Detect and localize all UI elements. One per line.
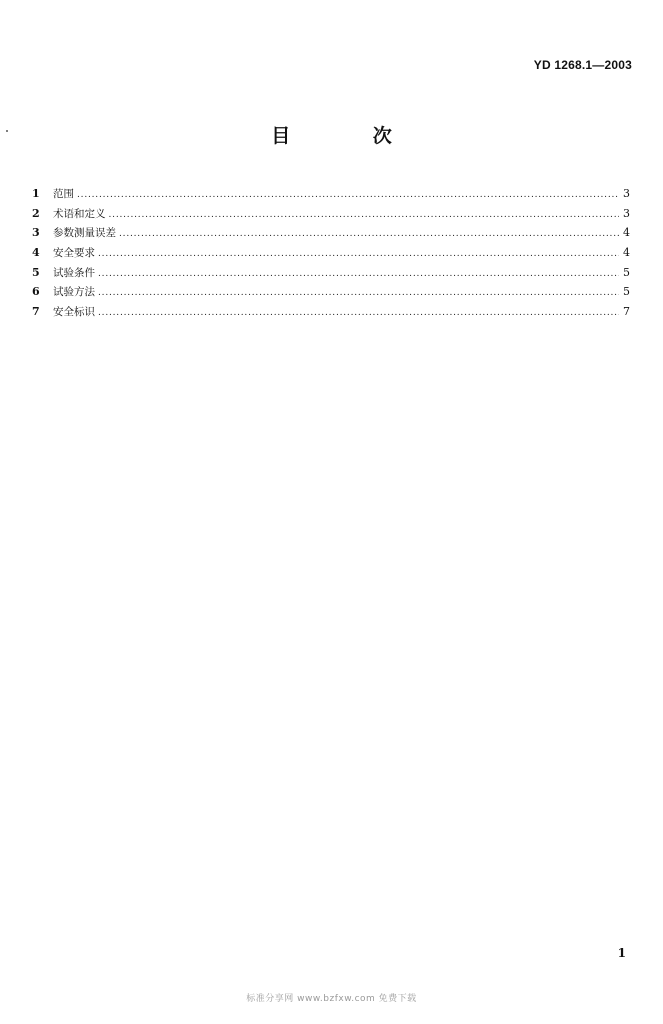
toc-entry-label: 范围	[53, 188, 74, 200]
toc-entry-label: 试验方法	[53, 286, 95, 299]
toc-entry-label: 试验条件	[53, 266, 95, 279]
toc-title: 目 次	[271, 125, 430, 147]
toc-entry-label: 术语和定义	[53, 207, 106, 220]
toc-entry-page: 5	[623, 285, 630, 299]
toc-dot-leader	[98, 284, 619, 304]
toc-entry-3	[32, 223, 630, 243]
toc-entry-number: 4	[32, 246, 40, 260]
toc-entry-number: 1	[32, 187, 40, 200]
toc-entry-page: 7	[623, 305, 630, 319]
document-code: YD 1268.1—2003	[533, 58, 632, 72]
toc-entry-label: 安全标识	[53, 306, 95, 319]
toc-entry-page: 3	[623, 187, 630, 200]
toc-entry-page: 4	[623, 246, 630, 260]
toc-dot-leader	[98, 245, 619, 265]
toc-entry-number: 7	[32, 305, 40, 319]
toc-entry-page: 3	[623, 206, 630, 220]
toc-entry-label: 安全要求	[53, 247, 95, 260]
table-of-contents	[32, 184, 630, 322]
toc-dot-leader	[109, 206, 620, 226]
toc-entry-number: 2	[32, 206, 40, 220]
toc-entry-number: 6	[32, 285, 40, 299]
toc-entry-5	[32, 263, 630, 283]
toc-dot-leader	[77, 186, 619, 206]
toc-dot-leader	[119, 225, 619, 245]
toc-entry-number: 5	[32, 265, 40, 279]
toc-entry-page: 5	[623, 265, 630, 279]
toc-dot-leader	[98, 265, 619, 285]
toc-entry-6	[32, 282, 630, 302]
toc-entry-number: 3	[32, 226, 40, 240]
toc-entry-1	[32, 184, 630, 204]
toc-entry-label: 参数测量误差	[53, 227, 116, 240]
toc-entry-4	[32, 243, 630, 263]
toc-dot-leader	[98, 304, 619, 324]
toc-entry-7	[32, 302, 630, 322]
page-number: 1	[617, 946, 626, 960]
watermark-text: 标准分享网 www.bzfxw.com 免费下载	[246, 994, 417, 1004]
toc-entry-2	[32, 204, 630, 224]
toc-entry-page: 4	[623, 226, 630, 240]
